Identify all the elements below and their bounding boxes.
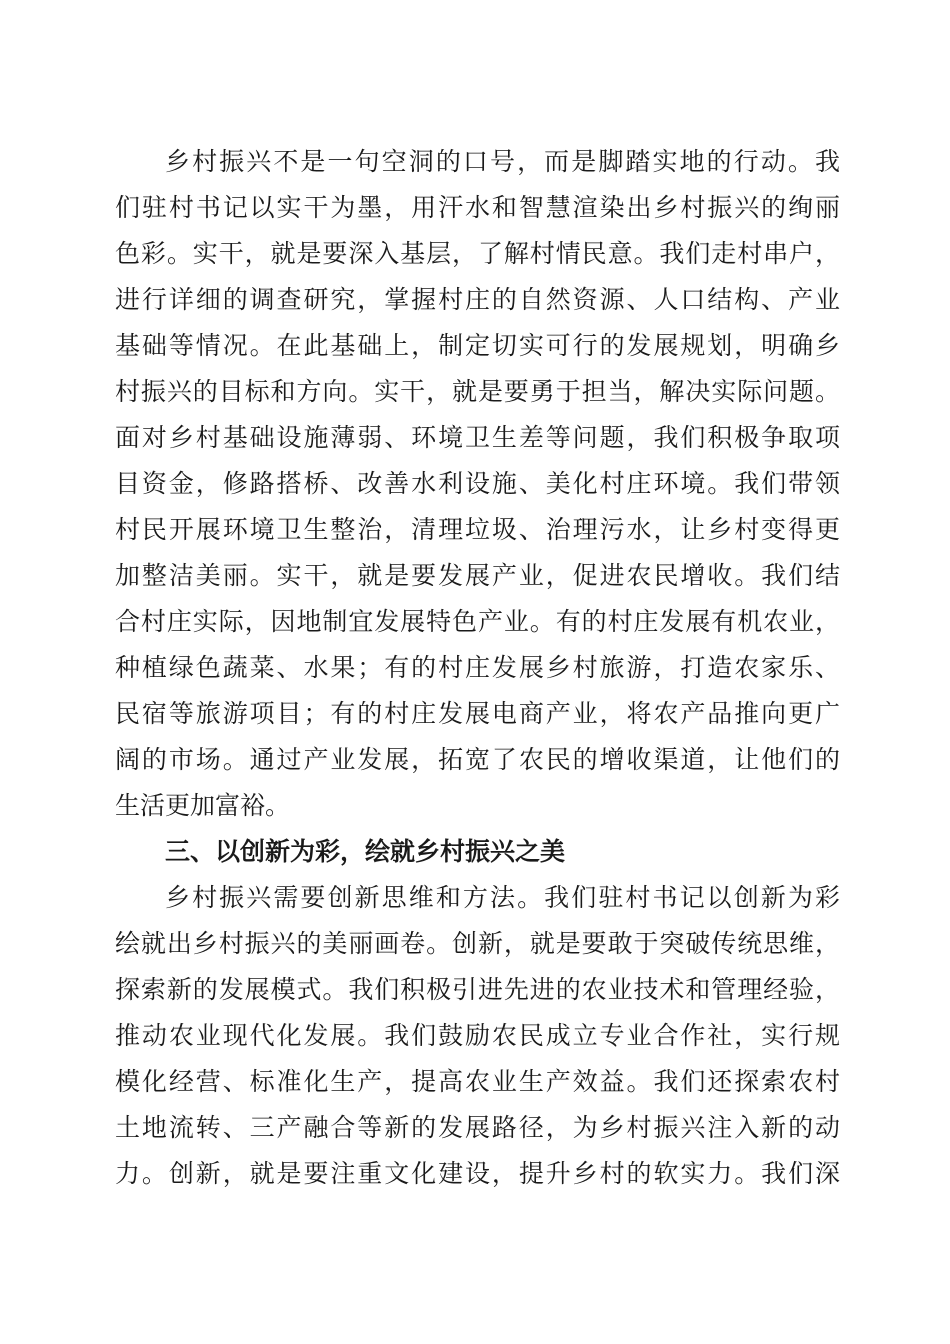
- section-heading: 三、以创新为彩，绘就乡村振兴之美: [165, 837, 566, 866]
- paragraph-line: 基础等情况。在此基础上，制定切实可行的发展规划，明确乡: [115, 331, 840, 360]
- paragraph-line: 阔的市场。通过产业发展，拓宽了农民的增收渠道，让他们的: [115, 745, 840, 774]
- paragraph-line: 乡村振兴不是一句空洞的口号，而是脚踏实地的行动。我: [165, 147, 840, 176]
- paragraph-line: 进行详细的调查研究，掌握村庄的自然资源、人口结构、产业: [115, 285, 840, 314]
- paragraph-line: 力。创新，就是要注重文化建设，提升乡村的软实力。我们深: [115, 1159, 840, 1188]
- paragraph-line: 推动农业现代化发展。我们鼓励农民成立专业合作社，实行规: [115, 1021, 840, 1050]
- paragraph-line: 加整洁美丽。实干，就是要发展产业，促进农民增收。我们结: [115, 561, 840, 590]
- paragraph-line: 目资金，修路搭桥、改善水利设施、美化村庄环境。我们带领: [115, 469, 840, 498]
- paragraph-line: 探索新的发展模式。我们积极引进先进的农业技术和管理经验，: [115, 975, 840, 1004]
- document-body: [115, 139, 840, 1197]
- paragraph-line: 村振兴的目标和方向。实干，就是要勇于担当，解决实际问题。: [115, 377, 840, 406]
- paragraph-line: 合村庄实际，因地制宜发展特色产业。有的村庄发展有机农业，: [115, 607, 840, 636]
- paragraph-line: 色彩。实干，就是要深入基层，了解村情民意。我们走村串户，: [115, 239, 840, 268]
- paragraph-line: 模化经营、标准化生产，提高农业生产效益。我们还探索农村: [115, 1067, 840, 1096]
- paragraph-2: [115, 875, 840, 1197]
- paragraph-line: 面对乡村基础设施薄弱、环境卫生差等问题，我们积极争取项: [115, 423, 840, 452]
- paragraph-line: 们驻村书记以实干为墨，用汗水和智慧渲染出乡村振兴的绚丽: [115, 193, 840, 222]
- paragraph-line: 绘就出乡村振兴的美丽画卷。创新，就是要敢于突破传统思维，: [115, 929, 840, 958]
- paragraph-line: 村民开展环境卫生整治，清理垃圾、治理污水，让乡村变得更: [115, 515, 840, 544]
- paragraph-1: [115, 139, 840, 829]
- paragraph-line: 乡村振兴需要创新思维和方法。我们驻村书记以创新为彩: [165, 883, 840, 912]
- paragraph-line: 民宿等旅游项目；有的村庄发展电商产业，将农产品推向更广: [115, 699, 840, 728]
- paragraph-line: 生活更加富裕。: [115, 791, 291, 820]
- paragraph-line: 种植绿色蔬菜、水果；有的村庄发展乡村旅游，打造农家乐、: [115, 653, 840, 682]
- paragraph-line: 土地流转、三产融合等新的发展路径，为乡村振兴注入新的动: [115, 1113, 840, 1142]
